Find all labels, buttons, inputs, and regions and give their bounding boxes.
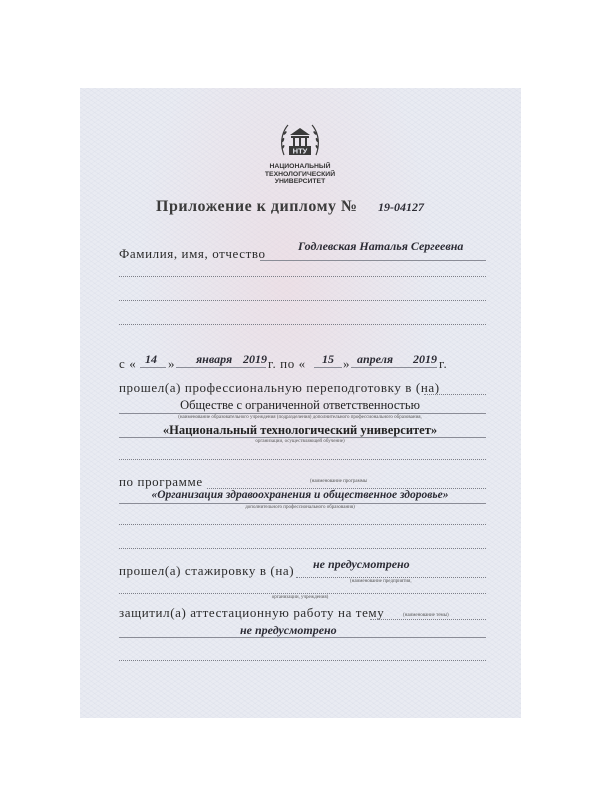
program-hint2: дополнительного профессионального образования) — [245, 505, 355, 510]
fio-label: Фамилия, имя, отчество — [119, 246, 266, 261]
fio-line-4 — [119, 324, 486, 325]
date-from-prefix: с « — [119, 356, 137, 371]
thesis-line-2 — [119, 637, 486, 638]
internship-value: не предусмотрено — [313, 557, 410, 571]
retraining-org-hint1: (наименование образовательного учреждения (подразделения) дополнительного профессионального образования, — [178, 415, 422, 420]
fio-value: Годлевская Наталья Сергеевна — [298, 239, 464, 253]
date-from-year: 2019 — [243, 352, 267, 366]
date-to-close: » — [343, 356, 351, 371]
retraining-org-line2-rule — [119, 437, 486, 438]
program-line-4 — [119, 548, 486, 549]
roof-icon — [290, 128, 310, 135]
thesis-line-3 — [119, 660, 486, 661]
internship-label: прошел(а) стажировку в (на) — [119, 563, 295, 578]
internship-hint2: организации, учреждения) — [271, 595, 329, 600]
logo-abbr: НТУ — [292, 146, 308, 156]
date-from-day: 14 — [145, 352, 157, 366]
internship-line-2 — [119, 593, 486, 594]
date-to-suffix: г. — [439, 356, 448, 371]
fio-line-1 — [260, 260, 486, 261]
program-line-3 — [119, 524, 486, 525]
retraining-line — [424, 394, 486, 395]
university-logo — [278, 117, 322, 161]
logo-name — [260, 163, 340, 186]
date-from-day-line — [140, 367, 166, 368]
fio-line-2 — [119, 276, 486, 277]
thesis-value: не предусмотрено — [240, 623, 337, 637]
internship-hint1: (наименование предприятия, — [350, 579, 412, 584]
date-to-year: 2019 — [413, 352, 437, 366]
retraining-extra-line — [119, 459, 486, 460]
date-from-close: » — [168, 356, 176, 371]
retraining-org-line2: «Национальный технологический университет» — [162, 423, 438, 437]
program-label: по программе — [119, 474, 203, 489]
document-title: Приложение к диплому № — [156, 198, 358, 215]
date-from-suffix: г. по « — [268, 356, 306, 371]
date-to-day-line — [314, 367, 342, 368]
retraining-org-line1: Обществе с ограниченной ответственностью — [180, 398, 420, 412]
date-from-month: января — [196, 352, 233, 366]
fio-line-3 — [119, 300, 486, 301]
logo-line3: УНИВЕРСИТЕТ — [274, 178, 326, 185]
thesis-hint: (наименование темы) — [403, 613, 449, 618]
diploma-number: 19-04127 — [378, 200, 424, 214]
thesis-label: защитил(а) аттестационную работу на тему — [119, 605, 385, 620]
retraining-org-line1-rule — [119, 413, 486, 414]
program-value: «Организация здравоохранения и общественное здоровье» — [151, 489, 449, 501]
thesis-line-1 — [370, 619, 486, 620]
date-to-month-line — [351, 367, 437, 368]
program-hint1: (наименование программы — [310, 479, 368, 484]
date-to-day: 15 — [322, 352, 334, 366]
retraining-org-hint2: организации, осуществляющей обучение) — [255, 439, 345, 444]
date-from-month-line — [176, 367, 266, 368]
internship-line-1 — [296, 577, 486, 578]
date-to-month: апреля — [357, 352, 394, 366]
logo-line1: НАЦИОНАЛЬНЫЙ — [269, 163, 331, 170]
retraining-label: прошел(а) профессиональную переподготовку в (на) — [119, 380, 440, 395]
program-line-2 — [119, 503, 486, 504]
logo-line2: ТЕХНОЛОГИЧЕСКИЙ — [264, 170, 336, 178]
